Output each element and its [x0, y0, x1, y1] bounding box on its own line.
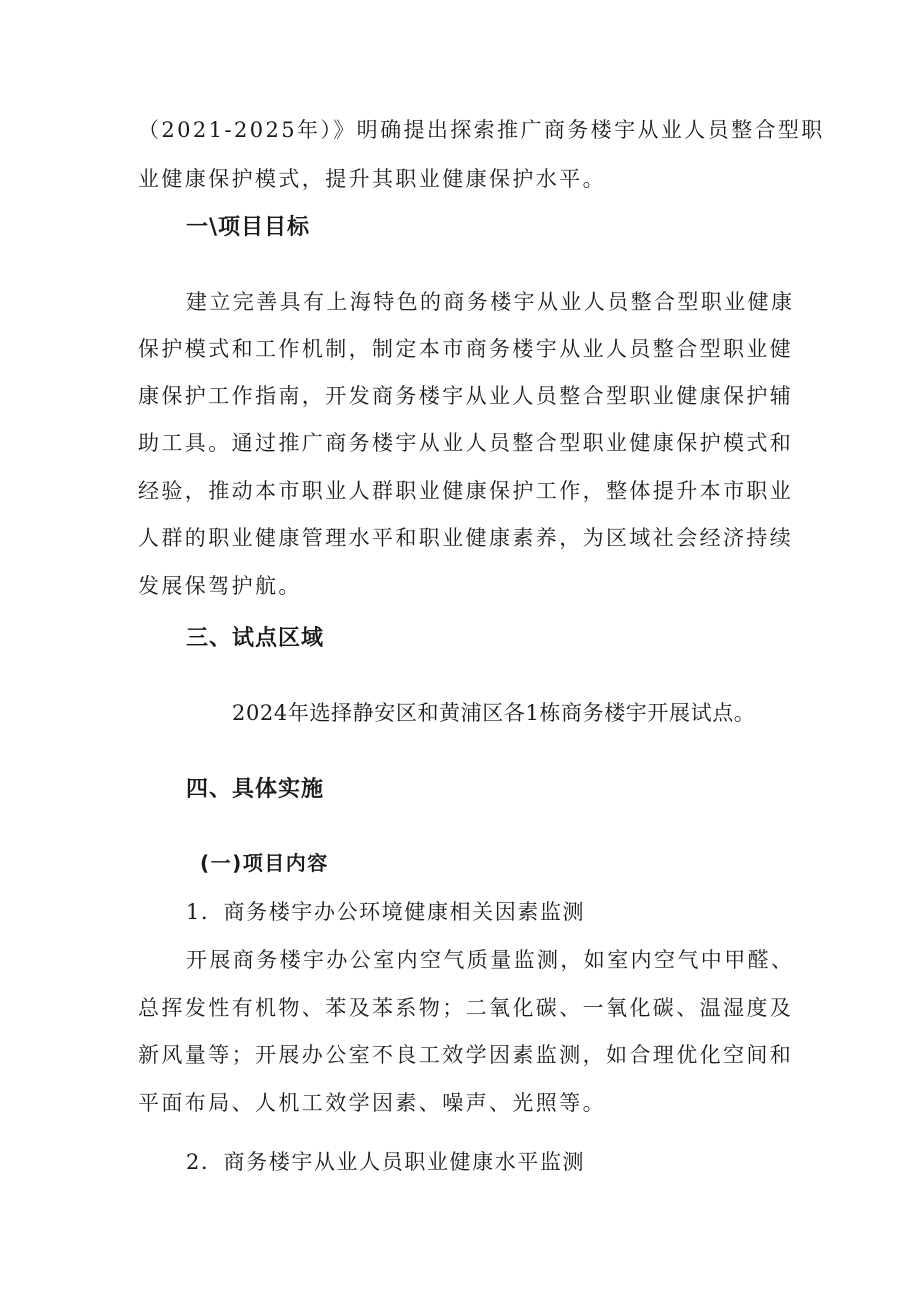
item-1-title: 1．商务楼宇办公环境健康相关因素监测 [186, 900, 586, 924]
section-heading-goals: 一\项目目标 [186, 215, 311, 240]
item-1-line-3: 新风量等；开展办公室不良工效学因素监测，如合理优化空间和 [138, 1043, 794, 1067]
goals-line-2: 保护模式和工作机制，制定本市商务楼宇从业人员整合型职业健 [138, 337, 794, 361]
item-2-title: 2．商务楼宇从业人员职业健康水平监测 [186, 1150, 586, 1174]
goals-line-4: 助工具。通过推广商务楼宇从业人员整合型职业健康保护模式和 [138, 431, 794, 455]
goals-line-1: 建立完善具有上海特色的商务楼宇从业人员整合型职业健康 [186, 290, 795, 314]
item-1-line-1: 开展商务楼宇办公室内空气质量监测，如室内空气中甲醛、 [186, 948, 795, 972]
section-heading-pilot-area: 三、试点区域 [186, 626, 325, 651]
intro-line-1: （2021-2025年）》明确提出探索推广商务楼宇从业人员整合型职 [138, 118, 825, 142]
goals-line-5: 经验，推动本市职业人群职业健康保护工作，整体提升本市职业 [138, 479, 794, 503]
goals-line-7: 发展保驾护航。 [138, 574, 302, 598]
section-heading-implementation: 四、具体实施 [186, 777, 325, 802]
subheading-project-content: (一)项目内容 [200, 851, 329, 875]
intro-line-2: 业健康保护模式，提升其职业健康保护水平。 [138, 167, 606, 191]
item-1-line-4: 平面布局、人机工效学因素、噪声、光照等。 [138, 1091, 606, 1115]
pilot-area-text: 2024年选择静安区和黄浦区各1栋商务楼宇开展试点。 [232, 701, 756, 725]
item-1-line-2: 总挥发性有机物、苯及苯系物；二氧化碳、一氧化碳、温湿度及 [138, 996, 794, 1020]
goals-line-3: 康保护工作指南，开发商务楼宇从业人员整合型职业健康保护辅 [138, 384, 794, 408]
goals-line-6: 人群的职业健康管理水平和职业健康素养，为区域社会经济持续 [138, 526, 794, 550]
